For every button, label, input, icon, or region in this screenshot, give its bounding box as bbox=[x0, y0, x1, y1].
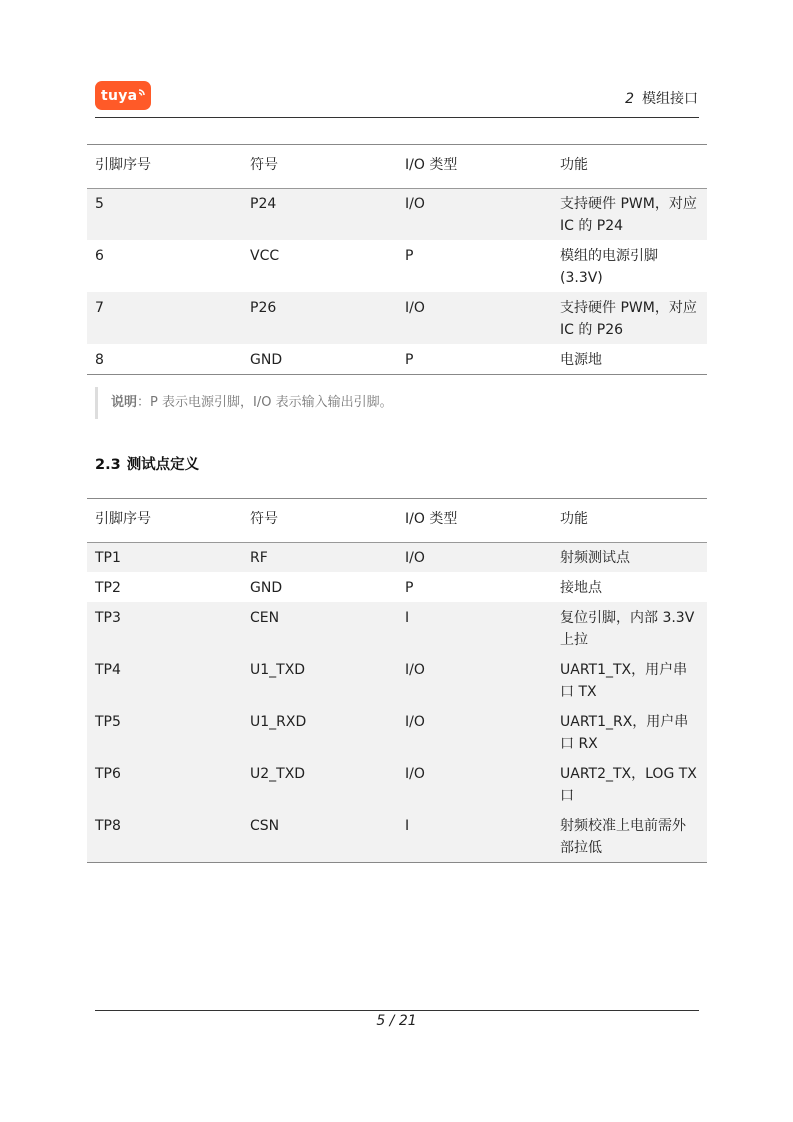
table-row bbox=[87, 240, 707, 292]
table-cell: GND bbox=[250, 580, 283, 596]
column-header: 功能 bbox=[560, 511, 588, 527]
table-cell: TP8 bbox=[87, 810, 242, 863]
table-cell: U2_TXD bbox=[242, 758, 397, 810]
table-row bbox=[87, 292, 707, 344]
table-cell: CEN bbox=[242, 602, 397, 654]
table-header-row bbox=[87, 145, 707, 189]
table-cell: GND bbox=[250, 352, 283, 368]
table-cell: I bbox=[397, 602, 552, 654]
chapter-name: 模组接口 bbox=[642, 91, 698, 107]
column-header: 引脚序号 bbox=[95, 157, 151, 173]
table-cell: UART1_RX，用户串口 RX bbox=[552, 706, 707, 758]
table-cell: TP3 bbox=[87, 602, 242, 654]
section-number: 2.3 bbox=[95, 457, 121, 473]
table-cell: I/O bbox=[397, 543, 552, 573]
table-cell: P bbox=[405, 248, 414, 264]
table-cell: 8 bbox=[95, 352, 104, 368]
table-row bbox=[87, 189, 707, 241]
tuya-logo bbox=[95, 81, 151, 110]
table-row bbox=[87, 654, 707, 706]
table-cell: I/O bbox=[397, 706, 552, 758]
table-header-row bbox=[87, 499, 707, 543]
table-cell: VCC bbox=[250, 248, 280, 264]
section-title: 测试点定义 bbox=[126, 457, 200, 473]
table-cell: I/O bbox=[397, 292, 552, 344]
table-row bbox=[87, 344, 707, 375]
logo-text: tuya bbox=[101, 87, 138, 104]
column-header: 引脚序号 bbox=[95, 511, 151, 527]
table-cell: P24 bbox=[242, 189, 397, 241]
chapter-title bbox=[625, 88, 698, 108]
column-header: 符号 bbox=[250, 511, 278, 527]
table-cell: TP1 bbox=[87, 543, 242, 573]
table-cell: 6 bbox=[95, 248, 104, 264]
table-cell: P bbox=[405, 352, 414, 368]
table-cell: TP2 bbox=[95, 580, 121, 596]
table-cell: P26 bbox=[242, 292, 397, 344]
table-cell: 模组的电源引脚 (3.3V) bbox=[560, 248, 658, 286]
table-row bbox=[87, 572, 707, 602]
table-cell: TP4 bbox=[87, 654, 242, 706]
table-row bbox=[87, 543, 707, 573]
column-header: I/O 类型 bbox=[405, 511, 458, 527]
table-cell: 射频测试点 bbox=[552, 543, 707, 573]
table-cell: I bbox=[397, 810, 552, 863]
table-row bbox=[87, 706, 707, 758]
table-cell: 支持硬件 PWM，对应 IC 的 P24 bbox=[552, 189, 707, 241]
table-row bbox=[87, 758, 707, 810]
table-cell: CSN bbox=[242, 810, 397, 863]
table-cell: I/O bbox=[397, 758, 552, 810]
column-header: I/O 类型 bbox=[405, 157, 458, 173]
table-row bbox=[87, 810, 707, 863]
table-cell: I/O bbox=[397, 189, 552, 241]
table-cell: U1_TXD bbox=[242, 654, 397, 706]
table-cell: UART2_TX，LOG TX 口 bbox=[552, 758, 707, 810]
section-heading bbox=[95, 453, 199, 474]
column-header: 功能 bbox=[560, 157, 588, 173]
table-cell: RF bbox=[242, 543, 397, 573]
note-text: ：P 表示电源引脚，I/O 表示输入输出引脚。 bbox=[137, 395, 393, 410]
column-header: 符号 bbox=[250, 157, 278, 173]
table-cell: 5 bbox=[87, 189, 242, 241]
table-cell: 电源地 bbox=[560, 352, 602, 368]
table-cell: 支持硬件 PWM，对应 IC 的 P26 bbox=[552, 292, 707, 344]
table-cell: 接地点 bbox=[560, 580, 602, 596]
note-callout bbox=[95, 387, 699, 419]
tuya-logo-icon bbox=[98, 85, 148, 107]
table-row bbox=[87, 602, 707, 654]
table-cell: UART1_TX，用户串口 TX bbox=[552, 654, 707, 706]
note-label: 说明 bbox=[111, 395, 138, 410]
page-number: 5 / 21 bbox=[376, 1013, 417, 1029]
table-cell: 7 bbox=[87, 292, 242, 344]
table-cell: U1_RXD bbox=[242, 706, 397, 758]
table-cell: TP5 bbox=[87, 706, 242, 758]
table-cell: I/O bbox=[397, 654, 552, 706]
test-point-table bbox=[87, 498, 707, 863]
table-cell: 射频校准上电前需外部拉低 bbox=[552, 810, 707, 863]
table-cell: P bbox=[405, 580, 414, 596]
footer-divider bbox=[95, 1010, 699, 1011]
chapter-number: 2 bbox=[625, 91, 634, 107]
pin-table bbox=[87, 144, 707, 375]
table-cell: TP6 bbox=[87, 758, 242, 810]
table-cell: 复位引脚，内部 3.3V 上拉 bbox=[552, 602, 707, 654]
header-divider bbox=[95, 117, 699, 118]
